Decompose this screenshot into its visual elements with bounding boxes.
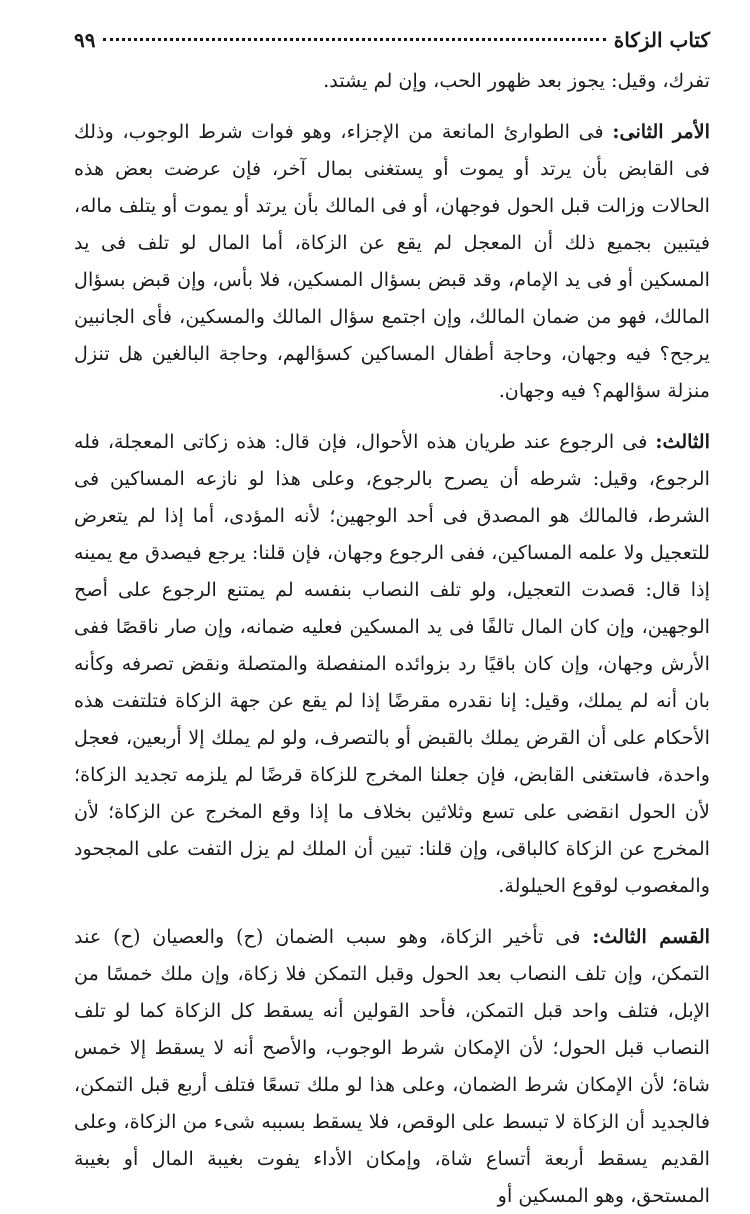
- section-term: الأمر الثانى:: [612, 120, 710, 143]
- section-term: الثالث:: [655, 430, 710, 453]
- page-body: [74, 62, 710, 1214]
- paragraph-text: فى الطوارئ المانعة من الإجزاء، وهو فوات شرط الوجوب، وذلك فى القابض بأن يرتد أو يموت أو يستغنى بمال آخر، فإن عرضت بعض هذه الحالات وزالت قبل الحول فوجهان، أو فى المالك بأن يرتد أو يموت أو يتلف ماله، فيتبين بجميع ذلك أن المعجل لم يقع عن الزكاة، أما المال لو تلف فى يد المسكين أو فى يد الإمام، وقد قبض بسؤال المسكين، فلا بأس، وإن قبض بسؤال المالك، فهو من ضمان المالك، وإن اجتمع سؤال المالك والمسكين، فأى الجانبين يرجح؟ فيه وجهان، وحاجة أطفال المساكين كسؤالهم، وحاجة البالغين هل تنزل منزلة سؤالهم؟ فيه وجهان.: [74, 120, 710, 402]
- paragraph-text: تفرك، وقيل: يجوز بعد ظهور الحب، وإن لم يشتد.: [323, 69, 710, 92]
- page-number: ٩٩: [74, 28, 96, 52]
- paragraph-second-matter: [74, 113, 710, 409]
- paragraph-continuation: [74, 62, 710, 99]
- paragraph-text: فى تأخير الزكاة، وهو سبب الضمان (ح) والعصيان (ح) عند التمكن، وإن تلف النصاب بعد الحول وقبل التمكن فلا زكاة، وإن ملك خمسًا من الإبل، فتلف واحد قبل التمكن، فأحد القولين أنه يسقط كل الزكاة كما لو تلف النصاب قبل الحول؛ لأن الإمكان شرط الوجوب، والأصح أنه لا يسقط إلا خمس شاة؛ لأن الإمكان شرط الضمان، وعلى هذا لو ملك تسعًا فتلف أربع قبل التمكن، فالجديد أن الزكاة لا تبسط على الوقص، فلا يسقط بسببه شىء من الزكاة، وعلى القديم يسقط أربعة أتساع شاة، وإمكان الأداء يفوت بغيبة المال أو بغيبة المستحق، وهو المسكين أو: [74, 925, 710, 1207]
- section-term: القسم الثالث:: [592, 925, 710, 948]
- book-title: كتاب الزكاة: [613, 28, 710, 52]
- paragraph-third: [74, 423, 710, 904]
- paragraph-text: فى الرجوع عند طريان هذه الأحوال، فإن قال: هذه زكاتى المعجلة، فله الرجوع، وقيل: شرطه أن يصرح بالرجوع، وعلى هذا لو نازعه المساكين فى الشرط، فالمالك هو المصدق فى أحد الوجهين؛ لأنه المؤدى، أما إذا لم يتعرض للتعجيل ولا علمه المساكين، ففى الرجوع وجهان، فإن قلنا: يرجع فيصدق مع يمينه إذا قال: قصدت التعجيل، ولو تلف النصاب بنفسه لم يمتنع الرجوع على أصح الوجهين، وإن كان المال تالفًا فى يد المسكين فعليه ضمانه، وإن صار ناقصًا ففى الأرش وجهان، وإن كان باقيًا رد بزوائده المنفصلة والمتصلة ونقض تصرفه وكأنه بان أنه لم يملك، وقيل: إنا نقدره مقرضًا إذا لم يقع عن جهة الزكاة فتلتفت هذه الأحكام على أن القرض يملك بالقبض أو بالتصرف، ولو لم يملك إلا أربعين، فعجل واحدة، فاستغنى القابض، فإن جعلنا المخرج للزكاة قرضًا لم يلزمه تجديد الزكاة؛ لأن الحول انقضى على تسع وثلاثين بخلاف ما إذا وقع المخرج عن الزكاة؛ لأن المخرج عن الزكاة كالباقى، وإن قلنا: تبين أن الملك لم يزل التفت على المجحود والمغصوب لوقوع الحيلولة.: [74, 430, 710, 897]
- header-leader-dots: [103, 38, 605, 41]
- paragraph-third-section: [74, 918, 710, 1214]
- running-header: [74, 28, 710, 62]
